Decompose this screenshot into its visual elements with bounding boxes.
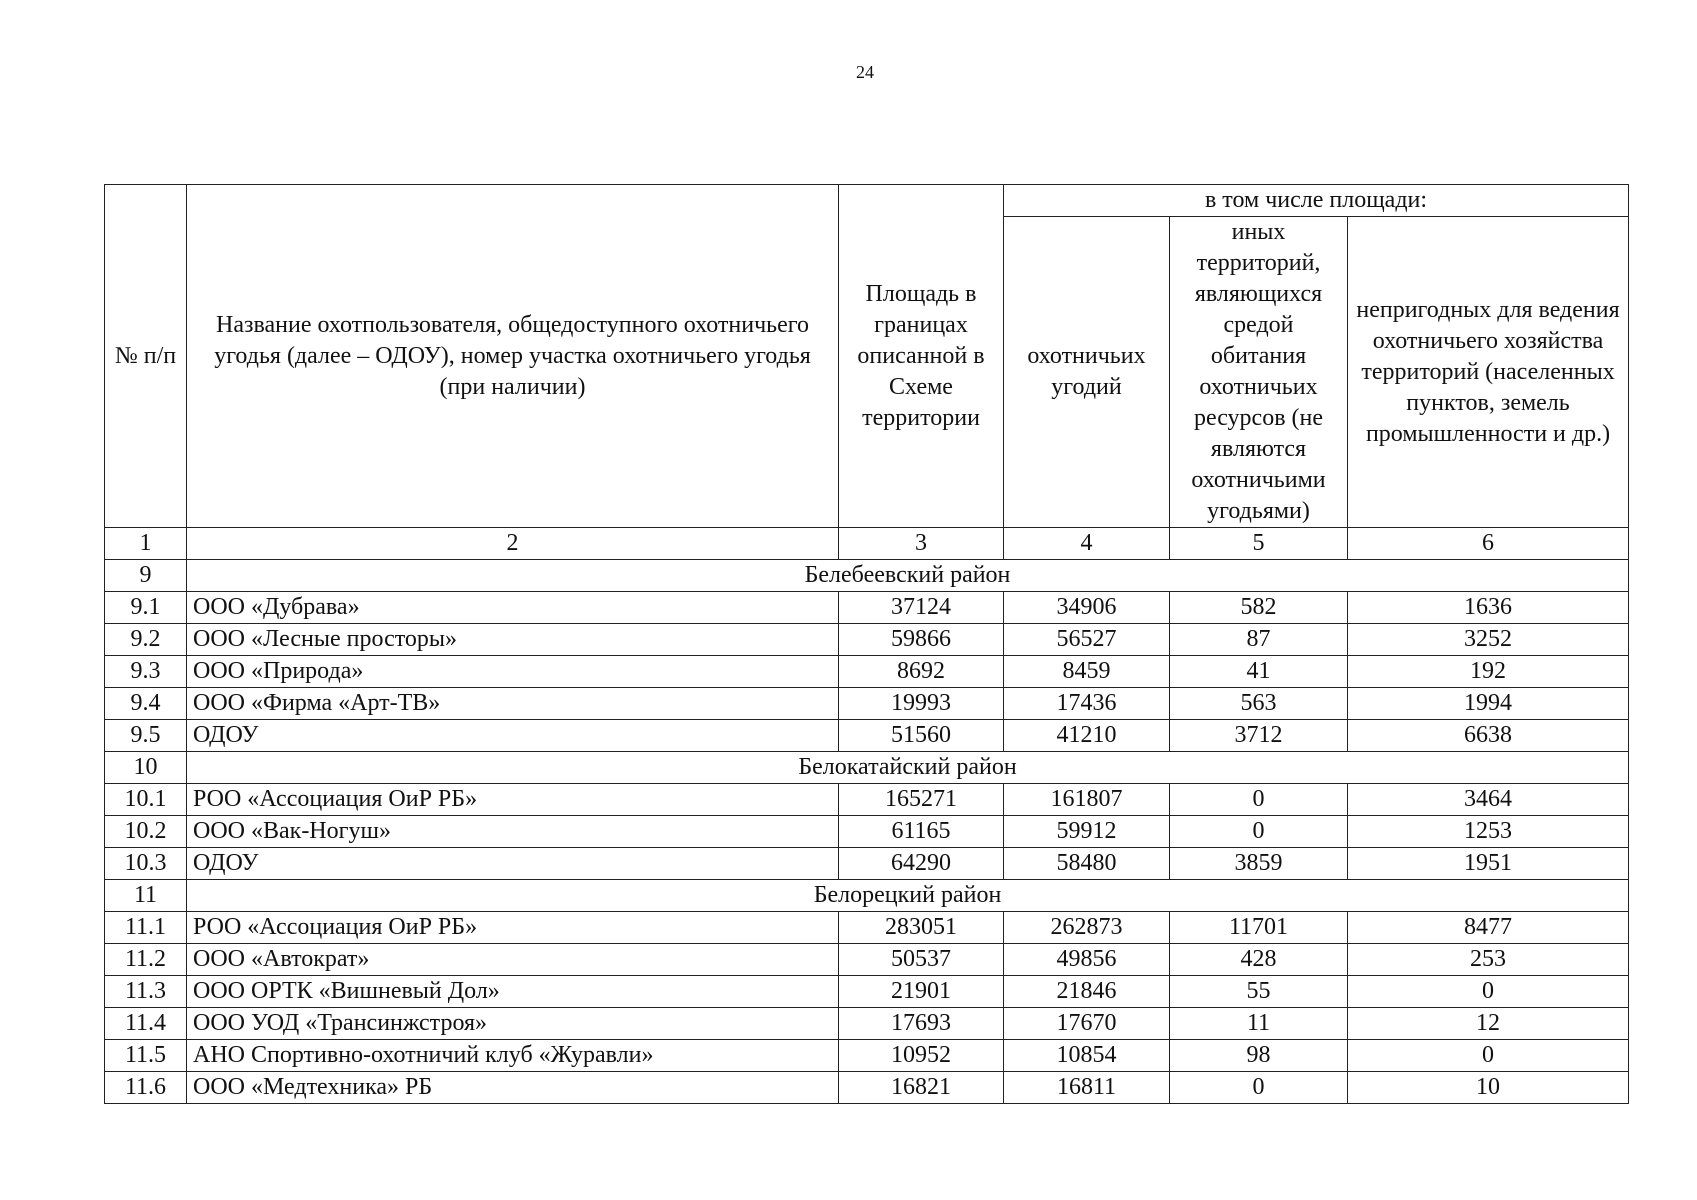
row-other: 0: [1170, 816, 1348, 848]
header-no: № п/п: [105, 185, 187, 528]
row-unsuitable: 6638: [1348, 720, 1629, 752]
row-name: ОДОУ: [187, 848, 839, 880]
table-row: [105, 1072, 1629, 1104]
header-unsuitable: непригодных для ведения охотничьего хозяйства территорий (населенных пунктов, земель промышленности и др.): [1348, 217, 1629, 528]
row-area: 50537: [839, 944, 1004, 976]
row-name: ООО «Медтехника» РБ: [187, 1072, 839, 1104]
row-hunting: 161807: [1004, 784, 1170, 816]
table-row: [105, 592, 1629, 624]
table-row: [105, 656, 1629, 688]
row-hunting: 21846: [1004, 976, 1170, 1008]
column-number: 6: [1348, 528, 1629, 560]
row-name: ООО «Вак-Ногуш»: [187, 816, 839, 848]
row-number: 10.1: [105, 784, 187, 816]
row-number: 9.4: [105, 688, 187, 720]
row-number: 11.1: [105, 912, 187, 944]
row-unsuitable: 3464: [1348, 784, 1629, 816]
row-name: ООО «Фирма «Арт-ТВ»: [187, 688, 839, 720]
column-number: 4: [1004, 528, 1170, 560]
row-hunting: 17670: [1004, 1008, 1170, 1040]
row-number: 10.2: [105, 816, 187, 848]
table-row: [105, 1008, 1629, 1040]
row-name: РОО «Ассоциация ОиР РБ»: [187, 912, 839, 944]
row-unsuitable: 0: [1348, 976, 1629, 1008]
row-area: 19993: [839, 688, 1004, 720]
column-number: 3: [839, 528, 1004, 560]
table-body: [105, 560, 1629, 1104]
page-number: 24: [856, 62, 874, 82]
row-hunting: 8459: [1004, 656, 1170, 688]
row-area: 51560: [839, 720, 1004, 752]
table-row: [105, 944, 1629, 976]
row-number: 9.5: [105, 720, 187, 752]
district-name: Белокатайский район: [187, 752, 1629, 784]
row-number: 11.4: [105, 1008, 187, 1040]
row-area: 8692: [839, 656, 1004, 688]
table-row: [105, 912, 1629, 944]
row-other: 3859: [1170, 848, 1348, 880]
row-unsuitable: 1951: [1348, 848, 1629, 880]
row-number: 9.1: [105, 592, 187, 624]
row-other: 0: [1170, 784, 1348, 816]
row-area: 16821: [839, 1072, 1004, 1104]
row-area: 283051: [839, 912, 1004, 944]
row-name: ООО ОРТК «Вишневый Дол»: [187, 976, 839, 1008]
row-unsuitable: 8477: [1348, 912, 1629, 944]
header-name: Название охотпользователя, общедоступного охотничьего угодья (далее – ОДОУ), номер участка охотничьего угодья (при наличии): [187, 185, 839, 528]
table-row: [105, 1040, 1629, 1072]
column-number: 2: [187, 528, 839, 560]
table-row: [105, 688, 1629, 720]
row-name: ООО «Автократ»: [187, 944, 839, 976]
row-hunting: 56527: [1004, 624, 1170, 656]
row-hunting: 34906: [1004, 592, 1170, 624]
row-area: 37124: [839, 592, 1004, 624]
row-unsuitable: 0: [1348, 1040, 1629, 1072]
column-number: 5: [1170, 528, 1348, 560]
column-numbers-row: [105, 528, 1629, 560]
row-name: ОДОУ: [187, 720, 839, 752]
table-row: [105, 720, 1629, 752]
row-area: 64290: [839, 848, 1004, 880]
row-other: 11701: [1170, 912, 1348, 944]
row-other: 428: [1170, 944, 1348, 976]
header-hunting: охотничьих угодий: [1004, 217, 1170, 528]
header-area: Площадь в границах описанной в Схеме территории: [839, 185, 1004, 528]
row-name: РОО «Ассоциация ОиР РБ»: [187, 784, 839, 816]
row-hunting: 58480: [1004, 848, 1170, 880]
row-other: 582: [1170, 592, 1348, 624]
row-unsuitable: 10: [1348, 1072, 1629, 1104]
row-other: 41: [1170, 656, 1348, 688]
row-hunting: 10854: [1004, 1040, 1170, 1072]
row-name: ООО «Природа»: [187, 656, 839, 688]
row-area: 59866: [839, 624, 1004, 656]
row-area: 165271: [839, 784, 1004, 816]
table-header: [105, 185, 1629, 560]
row-other: 55: [1170, 976, 1348, 1008]
row-name: АНО Спортивно-охотничий клуб «Журавли»: [187, 1040, 839, 1072]
table-row: [105, 624, 1629, 656]
district-number: 10: [105, 752, 187, 784]
row-unsuitable: 3252: [1348, 624, 1629, 656]
row-name: ООО «Дубрава»: [187, 592, 839, 624]
row-area: 61165: [839, 816, 1004, 848]
column-number: 1: [105, 528, 187, 560]
row-unsuitable: 1636: [1348, 592, 1629, 624]
district-row: [105, 880, 1629, 912]
table-row: [105, 848, 1629, 880]
row-unsuitable: 253: [1348, 944, 1629, 976]
district-number: 11: [105, 880, 187, 912]
row-name: ООО «Лесные просторы»: [187, 624, 839, 656]
row-other: 11: [1170, 1008, 1348, 1040]
row-hunting: 41210: [1004, 720, 1170, 752]
district-row: [105, 560, 1629, 592]
row-number: 10.3: [105, 848, 187, 880]
row-number: 11.3: [105, 976, 187, 1008]
row-hunting: 17436: [1004, 688, 1170, 720]
row-area: 21901: [839, 976, 1004, 1008]
row-other: 87: [1170, 624, 1348, 656]
header-including: в том числе площади:: [1004, 185, 1629, 217]
district-row: [105, 752, 1629, 784]
row-number: 9.2: [105, 624, 187, 656]
row-unsuitable: 192: [1348, 656, 1629, 688]
row-other: 0: [1170, 1072, 1348, 1104]
row-unsuitable: 1253: [1348, 816, 1629, 848]
row-unsuitable: 1994: [1348, 688, 1629, 720]
row-hunting: 16811: [1004, 1072, 1170, 1104]
district-name: Белебеевский район: [187, 560, 1629, 592]
district-name: Белорецкий район: [187, 880, 1629, 912]
row-other: 98: [1170, 1040, 1348, 1072]
table-row: [105, 976, 1629, 1008]
table-row: [105, 816, 1629, 848]
row-hunting: 262873: [1004, 912, 1170, 944]
hunting-areas-table: [104, 184, 1629, 1104]
row-hunting: 49856: [1004, 944, 1170, 976]
row-hunting: 59912: [1004, 816, 1170, 848]
header-other: иных территорий, являющихся средой обитания охотничьих ресурсов (не являются охотничьими угодьями): [1170, 217, 1348, 528]
row-unsuitable: 12: [1348, 1008, 1629, 1040]
row-other: 3712: [1170, 720, 1348, 752]
table-row: [105, 784, 1629, 816]
row-area: 10952: [839, 1040, 1004, 1072]
row-area: 17693: [839, 1008, 1004, 1040]
row-number: 11.5: [105, 1040, 187, 1072]
row-name: ООО УОД «Трансинжстроя»: [187, 1008, 839, 1040]
row-number: 9.3: [105, 656, 187, 688]
row-other: 563: [1170, 688, 1348, 720]
row-number: 11.6: [105, 1072, 187, 1104]
district-number: 9: [105, 560, 187, 592]
row-number: 11.2: [105, 944, 187, 976]
